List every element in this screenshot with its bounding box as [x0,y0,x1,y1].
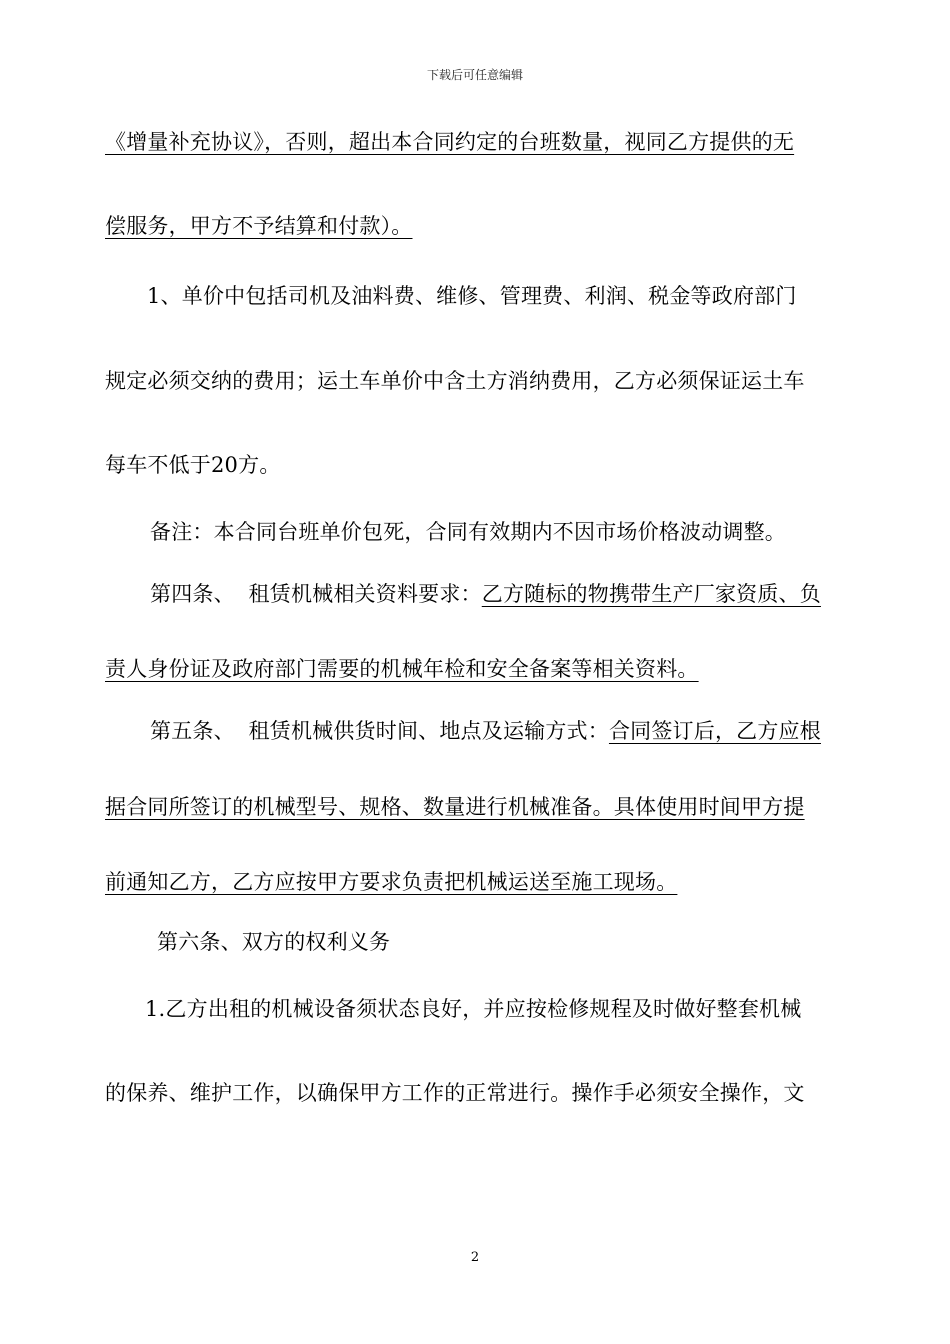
text-line-7 [150,584,821,605]
text-line-12 [157,932,390,953]
line-text: 备注：本合同台班单价包死，合同有效期内不因市场价格波动调整。 [150,520,786,544]
line-text: 的保养、维护工作，以确保甲方工作的正常进行。操作手必须安全操作，文 [105,1081,805,1105]
underlined-text: 乙方随标的物携带生产厂家资质、负 [481,582,821,606]
text-line-6 [150,522,786,543]
underlined-text: 合同签订后，乙方应根 [608,719,821,743]
text-line-8 [105,659,699,680]
line-text: 第六条、双方的权利义务 [157,930,391,954]
text-line-14 [105,1083,805,1104]
line-text: 1、单价中包括司机及油料费、维修、管理费、利润、税金等政府部门 [147,284,797,308]
line-text: 1.乙方出租的机械设备须状态良好，并应按检修规程及时做好整套机械 [145,997,802,1021]
text-line-3 [147,286,797,307]
text-line-2 [105,216,413,237]
underlined-text: 据合同所签订的机械型号、规格、数量进行机械准备。具体使用时间甲方提 [105,795,805,819]
underlined-text: 《增量补充协议》，否则，超出本合同约定的台班数量，视同乙方提供的无 [105,130,795,154]
text-line-13 [145,999,801,1020]
line-text: 每车不低于20方。 [105,453,281,477]
underlined-text: 责人身份证及政府部门需要的机械年检和安全备案等相关资料。 [105,657,699,681]
text-line-10 [105,797,805,818]
text-line-4 [105,371,805,392]
text-line-11 [105,872,677,893]
line-text: 规定必须交纳的费用；运土车单价中含土方消纳费用，乙方必须保证运土车 [105,369,805,393]
underlined-text: 偿服务，甲方不予结算和付款）。 [105,214,413,238]
line-text: 第四条、 租赁机械相关资料要求： [150,582,482,606]
page-number: 2 [470,1250,480,1265]
underlined-text: 前通知乙方，乙方应按甲方要求负责把机械运送至施工现场。 [105,870,678,894]
text-line-9 [150,721,821,742]
line-text: 第五条、 租赁机械供货时间、地点及运输方式： [150,719,609,743]
text-line-5 [105,455,281,476]
text-line-1 [105,132,794,153]
page-header: 下载后可任意编辑 [426,68,523,82]
